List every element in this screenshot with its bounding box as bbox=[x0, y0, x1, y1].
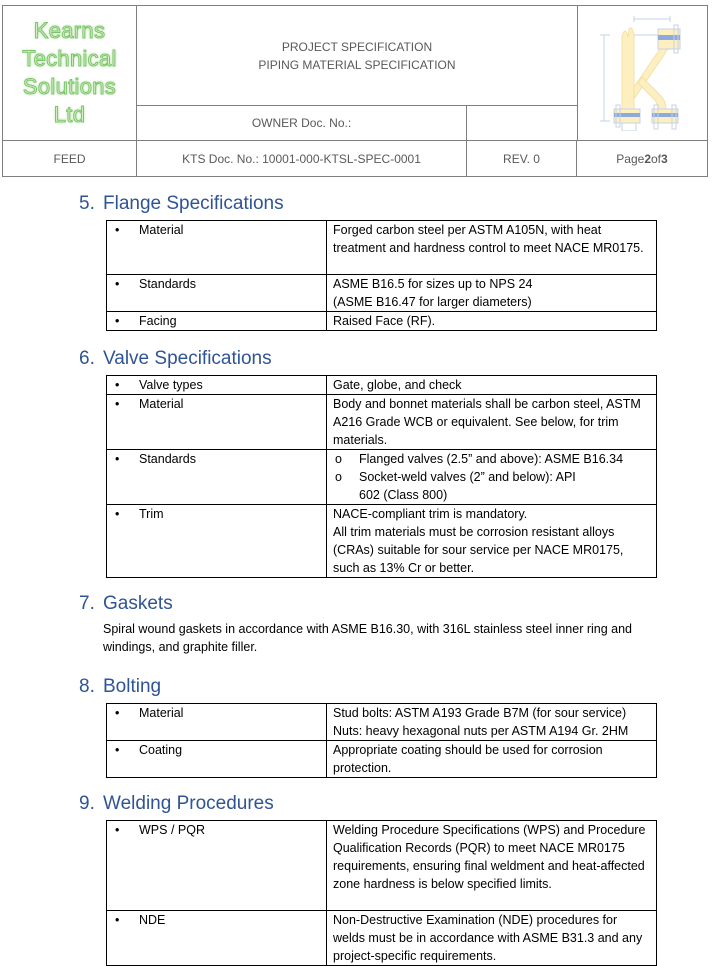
row-value-line: Nuts: heavy hexagonal nuts per ASTM A194 Gr. 2HM bbox=[333, 724, 629, 738]
row-key: Standards bbox=[139, 452, 196, 466]
bolting-spec-table bbox=[106, 703, 657, 778]
kts-doc-number: KTS Doc. No.: 10001-000-KTSL-SPEC-0001 bbox=[137, 140, 467, 176]
page-current: 2 bbox=[644, 151, 651, 166]
logo-icon-cell bbox=[577, 6, 707, 140]
row-key: Standards bbox=[139, 277, 196, 291]
table-row bbox=[107, 275, 657, 312]
table-row bbox=[107, 704, 657, 741]
table-row bbox=[107, 741, 657, 778]
row-value: Appropriate coating should be used for corrosion protection. bbox=[327, 741, 657, 778]
bullet-icon: • bbox=[115, 507, 120, 521]
sub-item-text: Socket-weld valves (2” and below): API 602 (Class 800) bbox=[359, 470, 576, 502]
row-key: Material bbox=[139, 397, 184, 411]
bullet-icon: • bbox=[115, 823, 120, 837]
bullet-icon: • bbox=[115, 223, 120, 237]
bullet-icon: • bbox=[115, 913, 120, 927]
row-value: Body and bonnet materials shall be carbon steel, ASTM A216 Grade WCB or equivalent. See below, for trim materials. bbox=[327, 395, 657, 450]
table-row bbox=[107, 221, 657, 275]
bullet-icon: • bbox=[115, 314, 120, 328]
revision-label: REV. 0 bbox=[467, 140, 577, 176]
table-row bbox=[107, 376, 657, 395]
row-value-line: Stud bolts: ASTM A193 Grade B7M (for sour service) bbox=[333, 706, 627, 720]
section-number: 9. bbox=[79, 793, 95, 814]
company-logo-cell bbox=[3, 6, 137, 140]
document-header bbox=[2, 5, 708, 177]
section-title: Gaskets bbox=[103, 593, 173, 614]
page-mid: of bbox=[651, 151, 662, 166]
company-name-line: Solutions bbox=[22, 74, 117, 99]
company-name-line: Technical bbox=[22, 46, 117, 71]
owner-doc-value bbox=[467, 106, 577, 140]
company-name-line: Ltd bbox=[53, 102, 86, 127]
table-row bbox=[107, 821, 657, 911]
bullet-icon: • bbox=[115, 452, 120, 466]
section-title: Bolting bbox=[103, 676, 162, 697]
page-total: 3 bbox=[661, 151, 668, 166]
section-heading-welding bbox=[79, 793, 274, 815]
page-prefix: Page bbox=[616, 151, 645, 166]
section-heading-flange bbox=[79, 193, 284, 215]
document-title-line1: PROJECT SPECIFICATION bbox=[281, 39, 433, 54]
bullet-icon: • bbox=[115, 706, 120, 720]
section-number: 8. bbox=[79, 676, 95, 697]
row-key: WPS / PQR bbox=[139, 823, 205, 837]
section-heading-valve bbox=[79, 348, 272, 370]
section-title: Welding Procedures bbox=[103, 793, 274, 814]
row-value-line: ASME B16.5 for sizes up to NPS 24 bbox=[333, 277, 533, 291]
owner-doc-label: OWNER Doc. No.: bbox=[137, 106, 467, 140]
row-value: Non-Destructive Examination (NDE) procedures for welds must be in accordance with ASME B31.3 and any project-specific requirements. bbox=[327, 911, 657, 966]
gaskets-paragraph: Spiral wound gaskets in accordance with ASME B16.30, with 316L stainless steel inner ring and windings, and graphite filler. bbox=[103, 622, 633, 654]
piping-k-logo-icon bbox=[598, 15, 688, 131]
row-key: NDE bbox=[139, 913, 166, 927]
sub-list-item bbox=[333, 450, 650, 468]
flange-spec-table bbox=[106, 220, 657, 331]
table-row bbox=[107, 395, 657, 450]
welding-spec-table bbox=[106, 820, 657, 966]
valve-spec-table bbox=[106, 375, 657, 578]
sub-list-item bbox=[333, 468, 650, 504]
row-key: Trim bbox=[139, 507, 164, 521]
phase-label: FEED bbox=[3, 140, 137, 176]
row-value: Raised Face (RF). bbox=[327, 312, 657, 331]
section-number: 6. bbox=[79, 348, 95, 369]
row-key: Material bbox=[139, 223, 184, 237]
table-row bbox=[107, 505, 657, 578]
section-heading-bolting bbox=[79, 676, 161, 698]
table-row bbox=[107, 450, 657, 505]
table-row bbox=[107, 312, 657, 331]
bullet-icon: • bbox=[115, 397, 120, 411]
row-value: Gate, globe, and check bbox=[327, 376, 657, 395]
document-title-line2: PIPING MATERIAL SPECIFICATION bbox=[258, 57, 456, 72]
company-logo-text bbox=[22, 17, 116, 129]
section-number: 5. bbox=[79, 193, 95, 214]
sub-item-text: Flanged valves (2.5” and above): ASME B16.34 bbox=[359, 452, 624, 466]
row-value-line: All trim materials must be corrosion resistant alloys (CRAs) suitable for sour service per NACE MR0175, such as 13% Cr or better. bbox=[333, 525, 624, 575]
row-value: Forged carbon steel per ASTM A105N, with heat treatment and hardness control to meet NACE MR0175. bbox=[327, 221, 657, 275]
table-row bbox=[107, 911, 657, 966]
section-number: 7. bbox=[79, 593, 95, 614]
section-title: Valve Specifications bbox=[103, 348, 272, 369]
sub-bullet-icon: o bbox=[335, 470, 342, 484]
bullet-icon: • bbox=[115, 277, 120, 291]
sub-bullet-icon: o bbox=[335, 452, 342, 466]
row-value-line: NACE-compliant trim is mandatory. bbox=[333, 507, 528, 521]
page-indicator bbox=[577, 140, 707, 176]
row-key: Coating bbox=[139, 743, 183, 757]
company-name-line: Kearns bbox=[33, 18, 106, 43]
document-title-cell bbox=[137, 6, 577, 106]
bullet-icon: • bbox=[115, 378, 120, 392]
row-key: Facing bbox=[139, 314, 177, 328]
row-value-line: (ASME B16.47 for larger diameters) bbox=[333, 295, 532, 309]
section-title: Flange Specifications bbox=[103, 193, 284, 214]
row-key: Material bbox=[139, 706, 184, 720]
bullet-icon: • bbox=[115, 743, 120, 757]
row-key: Valve types bbox=[139, 378, 203, 392]
row-value: Welding Procedure Specifications (WPS) and Procedure Qualification Records (PQR) to meet NACE MR0175 requirements, ensuring final weldment and heat-affected zone hardness is below specified limits. bbox=[327, 821, 657, 911]
section-heading-gaskets bbox=[79, 593, 173, 615]
